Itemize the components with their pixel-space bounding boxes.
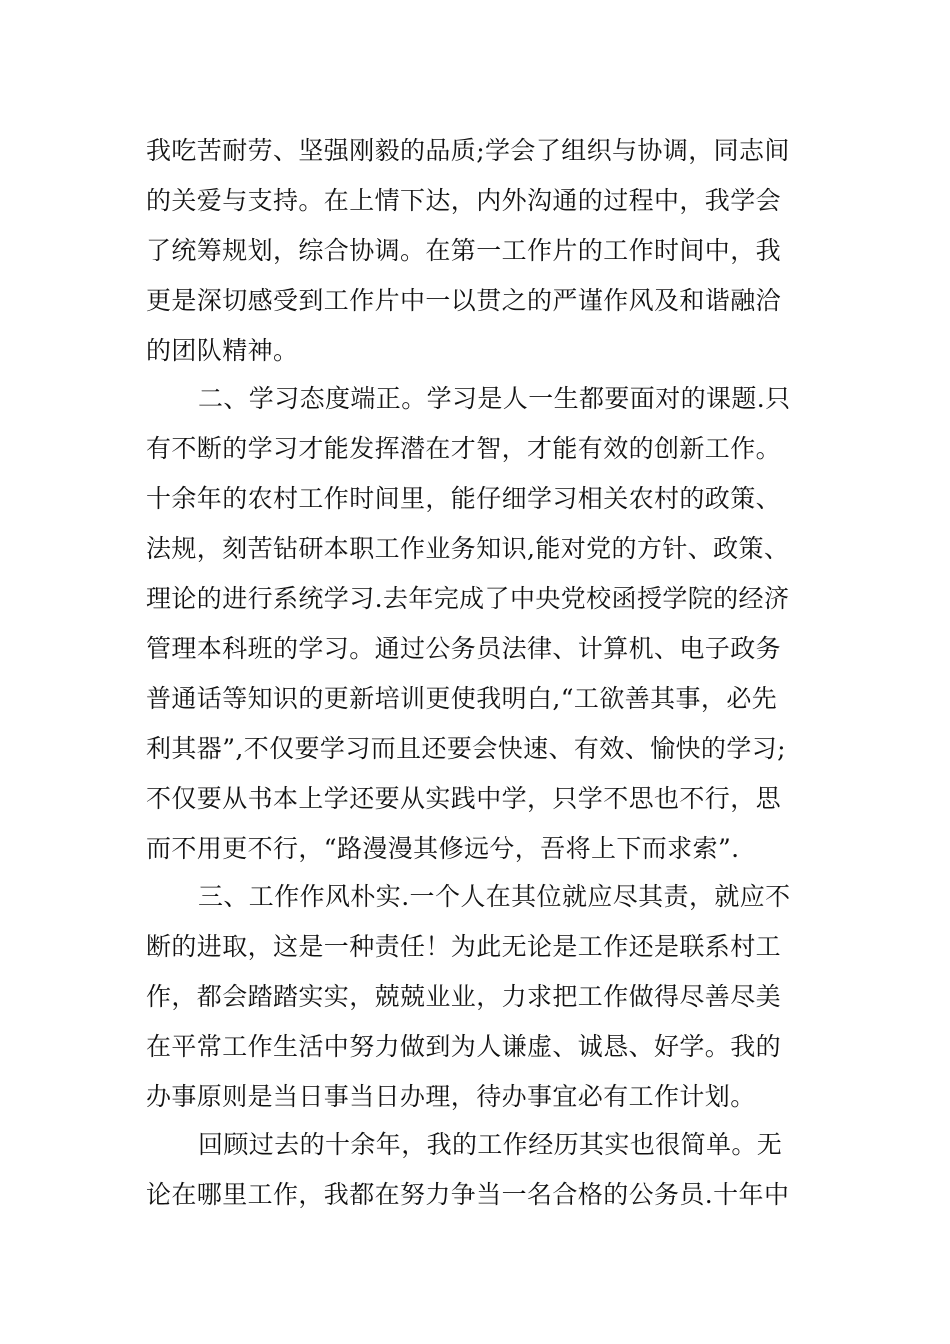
text-line: 而不用更不行，“路漫漫其修远兮，吾将上下而求索”. — [146, 834, 740, 863]
text-line: 的团队精神。 — [146, 336, 299, 365]
text-line: 的关爱与支持。在上情下达，内外沟通的过程中，我学会 — [146, 186, 782, 215]
text-line: 更是深切感受到工作片中一以贯之的严谨作风及和谐融洽 — [146, 286, 782, 315]
text-line: 有不断的学习才能发挥潜在才智，才能有效的创新工作。 — [146, 434, 782, 463]
text-line: 了统筹规划，综合协调。在第一工作片的工作时间中，我 — [146, 236, 782, 265]
text-line: 法规，刻苦钻研本职工作业务知识,能对党的方针、政策、 — [146, 534, 790, 563]
text-line: 作，都会踏踏实实，兢兢业业，力求把工作做得尽善尽美 — [146, 982, 782, 1011]
text-line: 我吃苦耐劳、坚强刚毅的品质;学会了组织与协调，同志间 — [146, 136, 790, 165]
text-line: 普通话等知识的更新培训更使我明白,“工欲善其事，必先 — [146, 684, 778, 713]
text-line: 断的进取，这是一种责任！为此无论是工作还是联系村工 — [146, 932, 782, 961]
text-line: 理论的进行系统学习.去年完成了中央党校函授学院的经济 — [146, 584, 790, 613]
text-line: 管理本科班的学习。通过公务员法律、计算机、电子政务 — [146, 634, 782, 663]
paragraph-first-line: 回顾过去的十余年，我的工作经历其实也很简单。无 — [198, 1130, 783, 1159]
text-line: 十余年的农村工作时间里，能仔细学习相关农村的政策、 — [146, 484, 782, 513]
text-line: 论在哪里工作，我都在努力争当一名合格的公务员.十年中 — [146, 1180, 790, 1209]
paragraph-heading-line: 三、工作作风朴实.一个人在其位就应尽其责，就应不 — [198, 882, 791, 911]
text-line: 利其器”,不仅要学习而且还要会快速、有效、愉快的学习; — [146, 734, 786, 763]
text-line: 在平常工作生活中努力做到为人谦虚、诚恳、好学。我的 — [146, 1032, 782, 1061]
text-line: 办事原则是当日事当日办理，待办事宜必有工作计划。 — [146, 1082, 756, 1111]
text-line: 不仅要从书本上学还要从实践中学，只学不思也不行，思 — [146, 784, 782, 813]
paragraph-heading-line: 二、学习态度端正。学习是人一生都要面对的课题.只 — [198, 384, 791, 413]
